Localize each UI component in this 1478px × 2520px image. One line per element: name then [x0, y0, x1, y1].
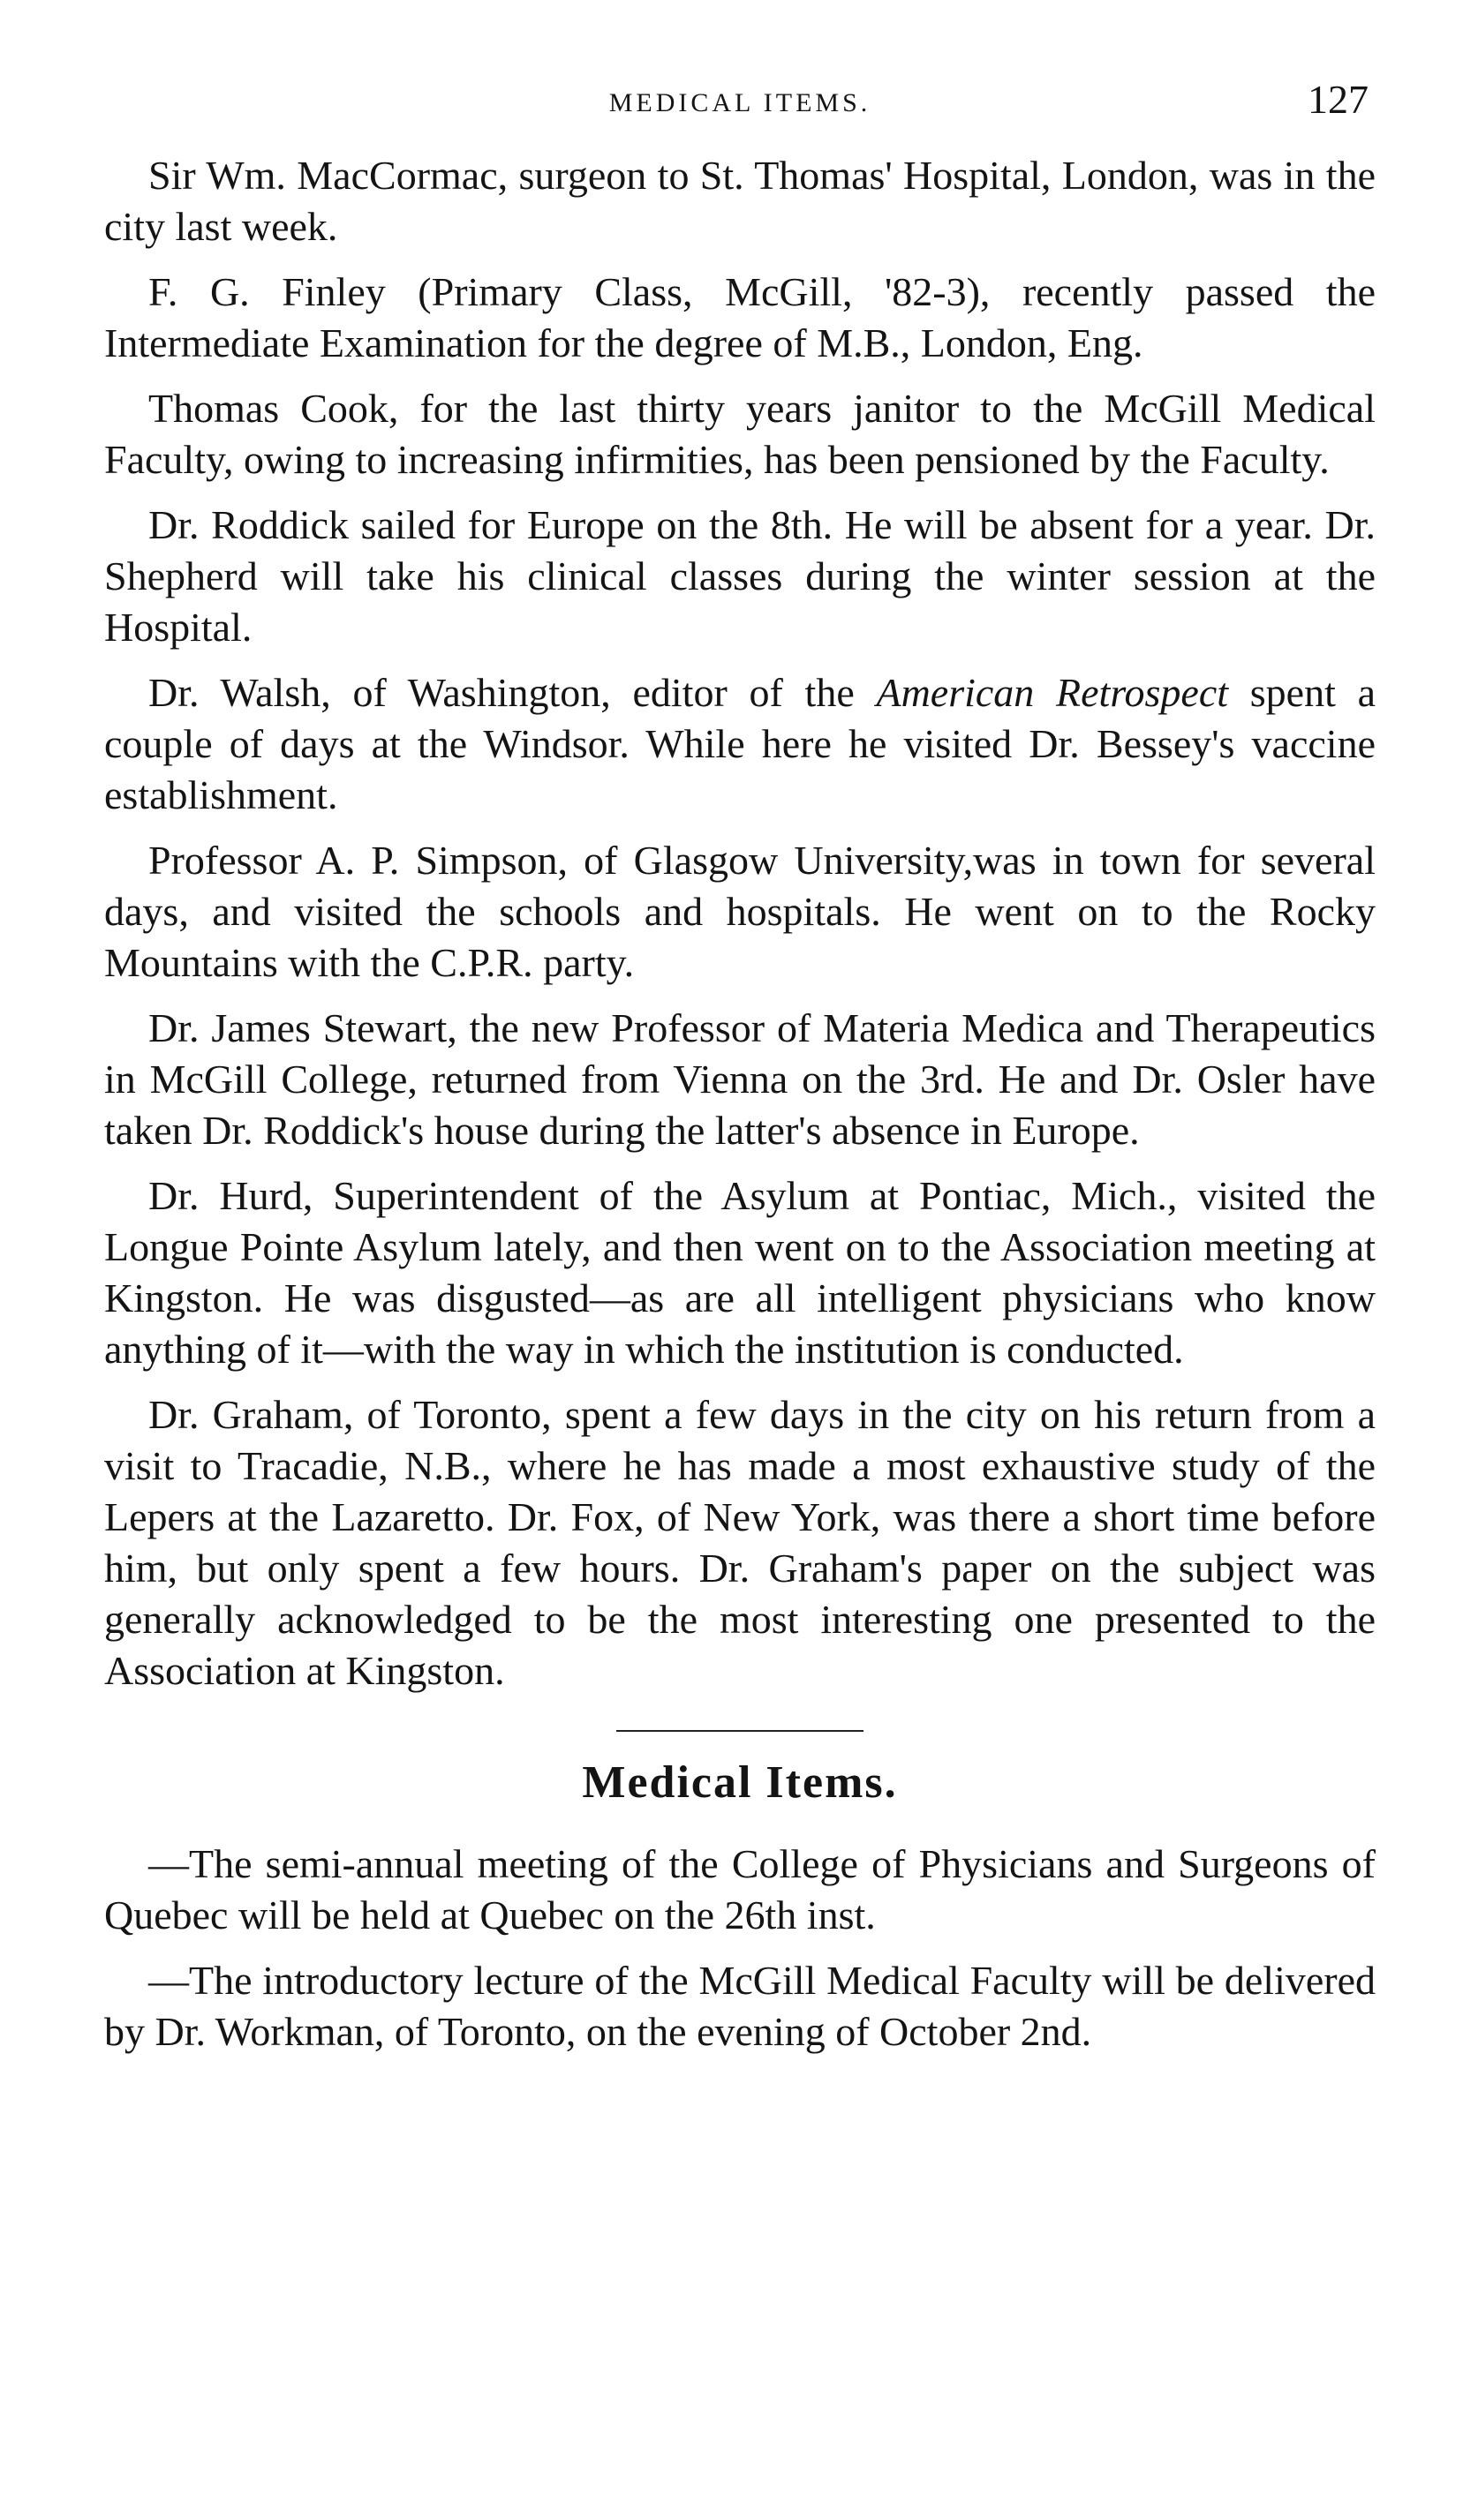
paragraph-roddick: Dr. Roddick sailed for Europe on the 8th. He will be absent for a year. Dr. Shepherd will take his clinical classes during the winter session at the Hospital. — [104, 502, 1376, 650]
paragraph-stewart: Dr. James Stewart, the new Professor of Materia Medica and Therapeutics in McGill College, returned from Vienna on the 3rd. He and Dr. Osler have taken Dr. Roddick's house during the latter's absence in Europe. — [104, 1005, 1376, 1153]
section-heading: Medical Items. — [582, 1757, 898, 1808]
document-page — [104, 71, 1376, 2072]
paragraph-cook: Thomas Cook, for the last thirty years janitor to the McGill Medical Faculty, owing to increasing infirmities, has been pensioned by the Faculty. — [104, 386, 1376, 482]
section-divider — [616, 1730, 863, 1732]
running-head — [104, 71, 1376, 150]
paragraph-graham: Dr. Graham, of Toronto, spent a few days in the city on his return from a visit to Tracadie, N.B., where he has made a most exhaustive study of the Lepers at the Lazaretto. Dr. Fox, of New York, was there a short time before him, but only spent a few hours. Dr. Graham's paper on the subject was generally acknowledged to be the most interesting one presented to the Association at Kingston. — [104, 1392, 1376, 1693]
medical-item-introductory-lecture: —The introductory lecture of the McGill Medical Faculty will be delivered by Dr. Workman, of Toronto, on the evening of October 2nd. — [104, 1958, 1376, 2054]
running-head-title: MEDICAL ITEMS. — [608, 88, 871, 117]
medical-item-college-meeting: —The semi-annual meeting of the College of Physicians and Surgeons of Quebec will be held at Quebec on the 26th inst. — [104, 1841, 1376, 1937]
paragraph-walsh — [104, 667, 1376, 821]
page-number: 127 — [1308, 77, 1369, 122]
paragraph-simpson: Professor A. P. Simpson, of Glasgow University,was in town for several days, and visited the schools and hospitals. He went on to the Rocky Mountains with the C.P.R. party. — [104, 838, 1376, 985]
paragraph-hurd: Dr. Hurd, Superintendent of the Asylum at Pontiac, Mich., visited the Longue Pointe Asylum lately, and then went on to the Association meeting at Kingston. He was disgusted—as are all intelligent physicians who know anything of it—with the way in which the institution is conducted. — [104, 1173, 1376, 1372]
medical-items-list — [104, 1839, 1376, 2057]
walsh-text-after: spent a couple of days at the Windsor. While here he visited Dr. Bessey's vaccine establishment. — [104, 670, 1376, 817]
paragraph-maccormac: Sir Wm. MacCormac, surgeon to St. Thomas' Hospital, London, was in the city last week. — [104, 153, 1376, 249]
journal-title: American Retrospect — [876, 670, 1229, 715]
walsh-text-before: Dr. Walsh, of Washington, editor of the — [148, 670, 877, 715]
paragraph-finley: F. G. Finley (Primary Class, McGill, '82-3), recently passed the Intermediate Examination for the degree of M.B., London, Eng. — [104, 269, 1376, 365]
